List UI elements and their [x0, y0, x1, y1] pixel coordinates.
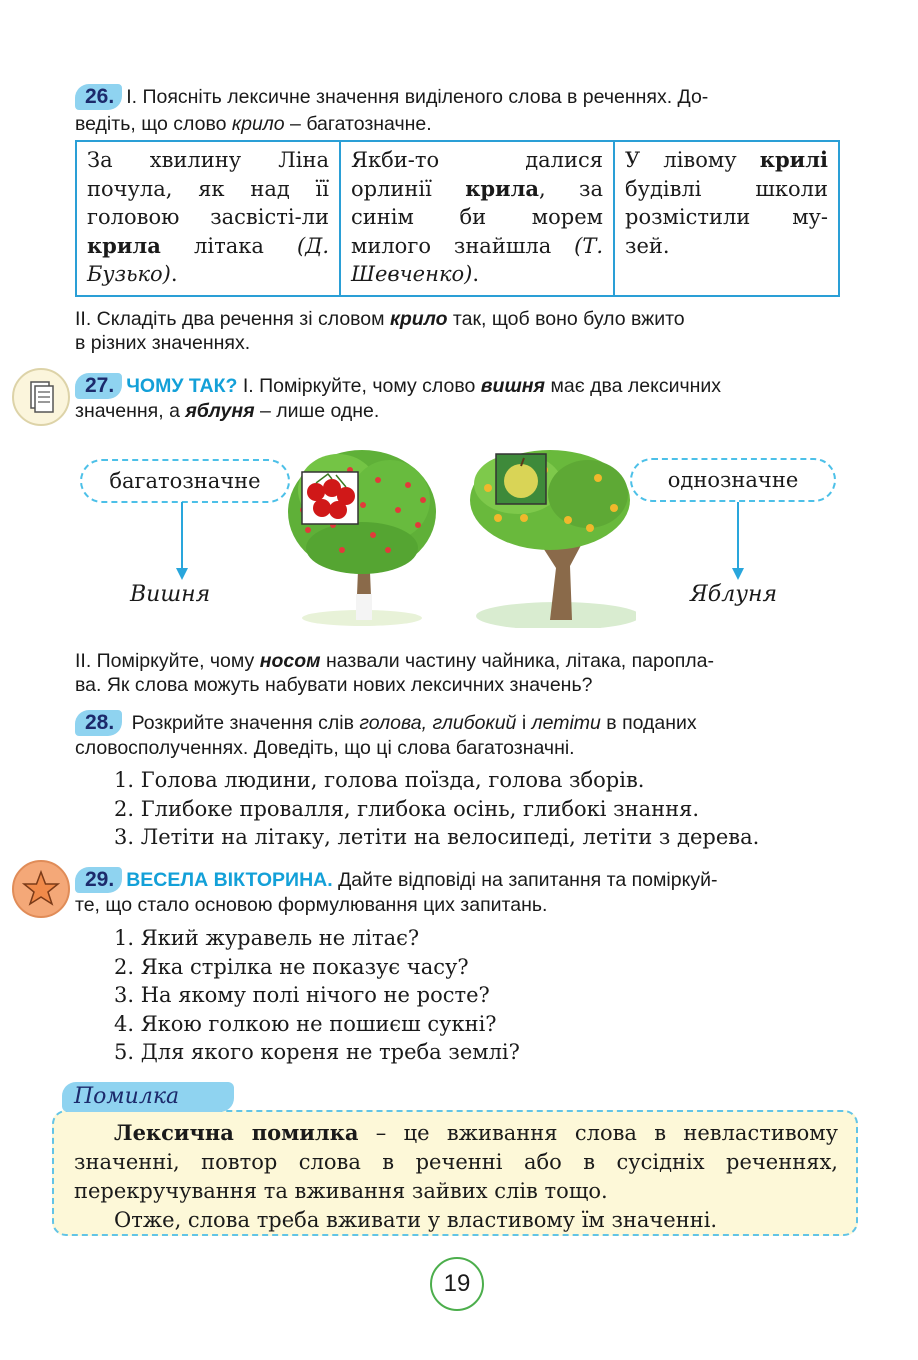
note-term: Лексична помилка — [114, 1120, 359, 1145]
ex27-t1: І. Поміркуйте, чому слово — [237, 375, 481, 397]
ex28-t3: в поданих — [600, 712, 697, 734]
ex26-part2-word: крило — [389, 308, 448, 330]
apple-tree-illustration — [468, 448, 636, 628]
arrow-down-right — [728, 502, 748, 582]
cell-text: За хвилину Ліна почула, як над її головою засвісті-ли — [87, 148, 329, 229]
ex26-part2 — [75, 307, 845, 355]
ex27-part2-line2: ва. Як слова можуть набувати нових лексичних значень? — [75, 674, 593, 696]
cell-bold: крилі — [759, 147, 828, 172]
list-item: 4. Якою голкою не пошиєш сукні? — [114, 1011, 497, 1036]
ex26-line1: І. Поясніть лексичне значення виділеного слова в реченнях. До- — [126, 86, 709, 108]
label-apple: Яблуня — [690, 582, 778, 607]
star-icon-svg — [14, 862, 68, 916]
ex27-t4: – лише одне. — [254, 400, 380, 422]
ex29-t1: Дайте відповіді на запитання та поміркуй- — [332, 869, 718, 891]
arrow-down-left — [172, 502, 192, 582]
ex28-t1: Розкрийте значення слів — [126, 712, 360, 734]
ex26-text — [75, 84, 845, 136]
ex29-text — [75, 867, 845, 917]
ex27-part2-word: носом — [259, 650, 321, 672]
ex29-list — [114, 924, 520, 1067]
list-item: 3. На якому полі нічого не росте? — [114, 983, 490, 1007]
cherry-tree-illustration — [278, 430, 446, 630]
ex27-word1: вишня — [480, 375, 546, 397]
ex26-line2-post: – багатозначне. — [284, 113, 432, 135]
ex29-heading: ВЕСЕЛА ВІКТОРИНА. — [126, 869, 333, 891]
cell-bold: крила — [465, 175, 540, 201]
cell-end: . — [170, 262, 178, 286]
list-item: 1. Голова людини, голова поїзда, голова зборів. — [114, 768, 645, 792]
ex26-part2-post: так, щоб воно було вжито — [447, 308, 685, 330]
cell-author: (Т. Шевченко) — [351, 233, 603, 286]
ex27-heading: ЧОМУ ТАК? — [126, 375, 238, 397]
cloud-polysemous: багатозначне — [80, 459, 290, 503]
note-definition: – це вживання слова в невластивому значенні, повтор слова в реченні або в сусідніх реченнях, перекручування та вживання зайвих слів тощо. — [74, 1121, 838, 1203]
ex26-line2-pre: ведіть, що слово — [75, 113, 232, 135]
note-text — [74, 1118, 838, 1235]
list-item: 2. Глибоке провалля, глибока осінь, глибокі знання. — [114, 796, 700, 821]
cloud-monosemous: однозначне — [630, 458, 836, 502]
cell-bold: крила — [87, 232, 161, 258]
ex28-list — [114, 766, 759, 852]
ex27-word2: яблуня — [185, 400, 255, 422]
cell-text: літака — [160, 233, 298, 258]
label-cherry: Вишня — [130, 582, 211, 607]
notebook-icon — [12, 368, 70, 426]
cell-text: , за синім би морем милого знайшла — [351, 176, 604, 258]
cell-text: будівлі школи розмістили му-зей. — [625, 176, 828, 258]
star-icon — [12, 860, 70, 918]
list-item: 3. Летіти на літаку, летіти на велосипеді, летіти з дерева. — [114, 825, 760, 849]
ex28-t2: і — [516, 712, 532, 734]
ex28-words: голова, глибокий — [359, 712, 517, 734]
ex29-number: 29. — [75, 867, 122, 893]
ex26-part2-line2: в різних значеннях. — [75, 332, 251, 354]
page-number: 19 — [430, 1257, 484, 1311]
ex26-part2-pre: ІІ. Складіть два речення зі словом — [75, 308, 390, 330]
cell-author: (Д. Бузько) — [87, 233, 329, 286]
note-conclusion: Отже, слова треба вживати у властивому їм значенні. — [114, 1208, 718, 1232]
ex28-line2: словосполученнях. Доведіть, що ці слова багатозначні. — [75, 737, 575, 759]
ex26-cell-1 — [76, 141, 340, 296]
ex28-text — [75, 710, 845, 760]
cell-text: У лівому — [625, 148, 760, 172]
note-tab: Помилка — [62, 1082, 234, 1112]
cell-end: . — [472, 262, 480, 286]
ex26-cell-3 — [614, 141, 839, 296]
ex28-number: 28. — [75, 710, 122, 736]
ex27-text — [75, 373, 845, 423]
ex28-word3: летіти — [531, 712, 601, 734]
ex27-part2-post: назвали частину чайника, літака, пароплa- — [320, 650, 714, 672]
ex26-table — [75, 140, 840, 297]
notebook-icon-svg — [14, 370, 68, 424]
cell-text: Якби-то далися орлинії — [351, 148, 603, 201]
list-item: 1. Який журавель не літає? — [114, 926, 420, 950]
list-item: 2. Яка стрілка не показує часу? — [114, 954, 469, 979]
ex27-number: 27. — [75, 373, 122, 399]
ex27-t2: має два лексичних — [545, 375, 722, 397]
ex26-number: 26. — [75, 84, 122, 110]
list-item: 5. Для якого кореня не треба землі? — [114, 1040, 520, 1064]
ex29-line2: те, що стало основою формулювання цих запитань. — [75, 894, 548, 916]
ex27-t3: значення, а — [75, 400, 186, 422]
ex26-cell-2 — [340, 141, 614, 296]
ex26-word: крило — [231, 113, 285, 135]
ex27-part2-pre: ІІ. Поміркуйте, чому — [75, 650, 260, 672]
ex27-part2 — [75, 649, 845, 697]
